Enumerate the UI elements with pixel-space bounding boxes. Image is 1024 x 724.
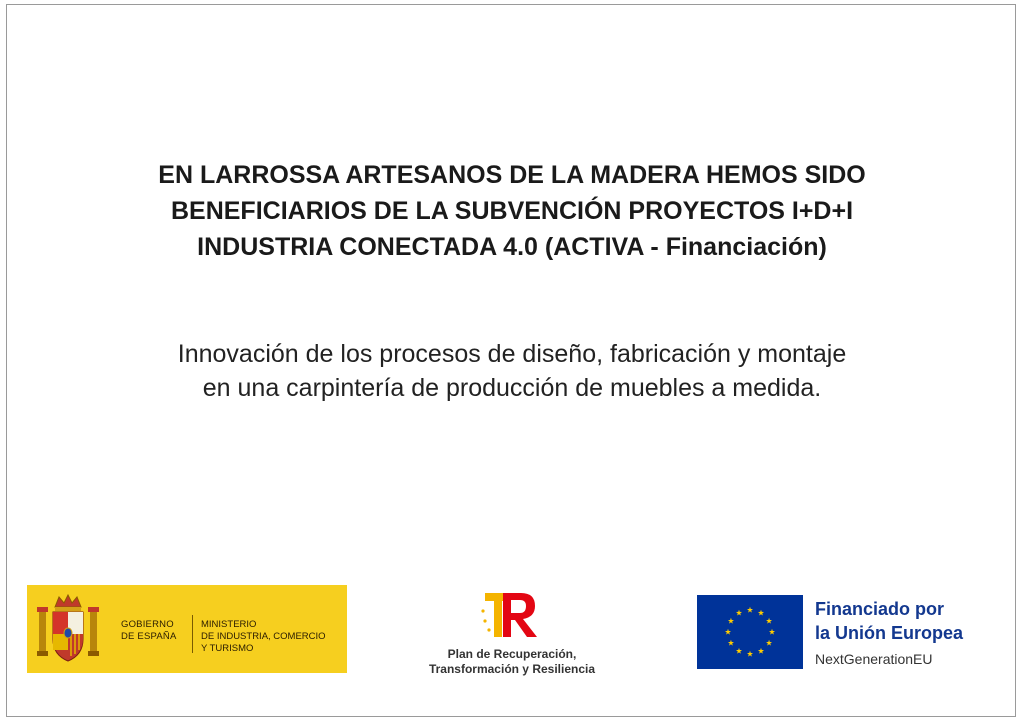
financiado-text [815, 597, 963, 645]
plan-line-1: Plan de Recuperación, [447, 647, 577, 661]
gobierno-line-1: GOBIERNO [121, 619, 174, 630]
description-line-2: en una carpintería de producción de muebles a medida. [202, 374, 822, 402]
ministerio-text [201, 619, 326, 655]
plan-caption [407, 647, 617, 677]
plan-line-2: Transformación y Resiliencia [428, 662, 596, 676]
ministerio-line-1: MINISTERIO [201, 619, 257, 630]
spain-coat-of-arms-icon [37, 593, 99, 665]
financiado-line-1: Financiado por [815, 599, 945, 619]
heading-line-1: EN LARROSSA ARTESANOS DE LA MADERA HEMOS SIDO [158, 161, 866, 189]
description-line-1: Innovación de los procesos de diseño, fabricación y montaje [177, 340, 847, 368]
eu-funding-logo [697, 595, 1007, 675]
heading-line-2: BENEFICIARIOS DE LA SUBVENCIÓN PROYECTOS I+D+I [170, 197, 854, 225]
gobierno-text [121, 619, 176, 643]
project-description [7, 337, 1017, 405]
financiado-line-2: la Unión Europea [815, 623, 964, 643]
main-heading [7, 157, 1017, 265]
nextgeneration-text: NextGenerationEU [815, 651, 933, 667]
logo-divider [192, 615, 193, 653]
heading-line-3: INDUSTRIA CONECTADA 4.0 (ACTIVA - Financiación) [197, 233, 827, 261]
gobierno-espana-logo [27, 585, 347, 673]
page-frame [6, 4, 1016, 717]
ministerio-line-3: Y TURISMO [201, 643, 254, 654]
tr-mark-icon [479, 589, 541, 641]
gobierno-line-2: DE ESPAÑA [121, 631, 177, 642]
plan-recuperacion-logo [407, 589, 617, 681]
ministerio-line-2: DE INDUSTRIA, COMERCIO [201, 631, 326, 642]
eu-flag-icon [697, 595, 803, 669]
